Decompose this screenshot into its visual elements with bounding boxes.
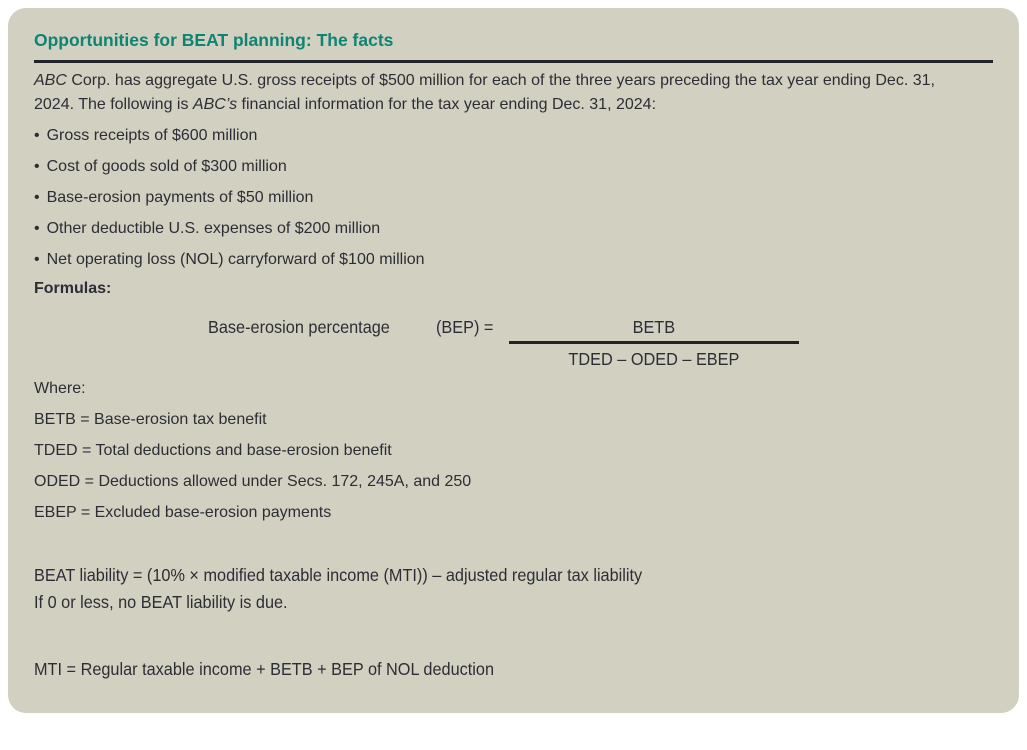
list-item	[34, 156, 993, 178]
intro-text-1: Corp. has aggregate U.S. gross receipts of $500 million for each of the three years preceding the tax year ending Dec. 31,	[66, 72, 935, 89]
beat-liability-block	[34, 562, 993, 616]
bep-formula-label: Base-erosion percentage	[208, 317, 390, 337]
abc-company-italic: ABC	[34, 72, 67, 89]
bep-formula	[208, 315, 993, 371]
bep-fraction	[509, 315, 799, 371]
intro-paragraph	[34, 69, 993, 117]
bullet-text-gross-receipts: Gross receipts of $600 million	[46, 127, 258, 144]
beat-note-line	[34, 589, 993, 616]
beat-liability-line	[34, 562, 993, 589]
mti-formula: MTI = Regular taxable income + BETB + BEP of NOL deduction	[34, 659, 495, 679]
fraction-denominator	[509, 347, 799, 371]
bullet-text-other-expenses: Other deductible U.S. expenses of $200 million	[46, 220, 381, 237]
definition-ebep: EBEP = Excluded base-erosion payments	[34, 504, 332, 521]
definition-oded: ODED = Deductions allowed under Secs. 172, 245A, and 250	[34, 473, 472, 490]
page-title: Opportunities for BEAT planning: The facts	[34, 30, 394, 50]
definitions-list	[34, 409, 993, 524]
beat-facts-card	[8, 8, 1019, 713]
facts-list	[34, 125, 993, 271]
fraction-numerator	[509, 315, 799, 339]
intro-text-2: 2024. The following is	[34, 96, 193, 113]
title-divider	[34, 60, 993, 63]
bullet-text-cogs: Cost of goods sold of $300 million	[46, 158, 287, 175]
fraction-bar	[509, 341, 799, 344]
list-item	[34, 218, 993, 240]
where-label: Where:	[34, 380, 86, 397]
bep-equals-symbol: (BEP) =	[435, 317, 493, 337]
beat-liability-note: If 0 or less, no BEAT liability is due.	[34, 592, 288, 612]
bullet-icon: •	[34, 127, 40, 144]
list-item	[34, 187, 993, 209]
list-item	[34, 249, 993, 271]
definition-betb: BETB = Base-erosion tax benefit	[34, 411, 267, 428]
formulas-heading: Formulas:	[34, 280, 112, 297]
beat-liability-formula: BEAT liability = (10% × modified taxable income (MTI)) – adjusted regular tax liability	[34, 565, 643, 585]
numerator-text: BETB	[633, 317, 676, 337]
list-item	[34, 125, 993, 147]
bullet-icon: •	[34, 158, 40, 175]
abcs-company-italic: ABC’s	[192, 96, 238, 113]
bullet-icon: •	[34, 251, 40, 268]
mti-line	[34, 656, 993, 683]
bullet-text-base-erosion-payments: Base-erosion payments of $50 million	[46, 189, 314, 206]
bullet-text-nol-carryforward: Net operating loss (NOL) carryforward of $100 million	[46, 251, 425, 268]
bullet-icon: •	[34, 189, 40, 206]
bullet-icon: •	[34, 220, 40, 237]
intro-text-3: financial information for the tax year ending Dec. 31, 2024:	[237, 96, 657, 113]
denominator-text: TDED – ODED – EBEP	[568, 349, 740, 369]
definition-tded: TDED = Total deductions and base-erosion benefit	[34, 442, 392, 459]
